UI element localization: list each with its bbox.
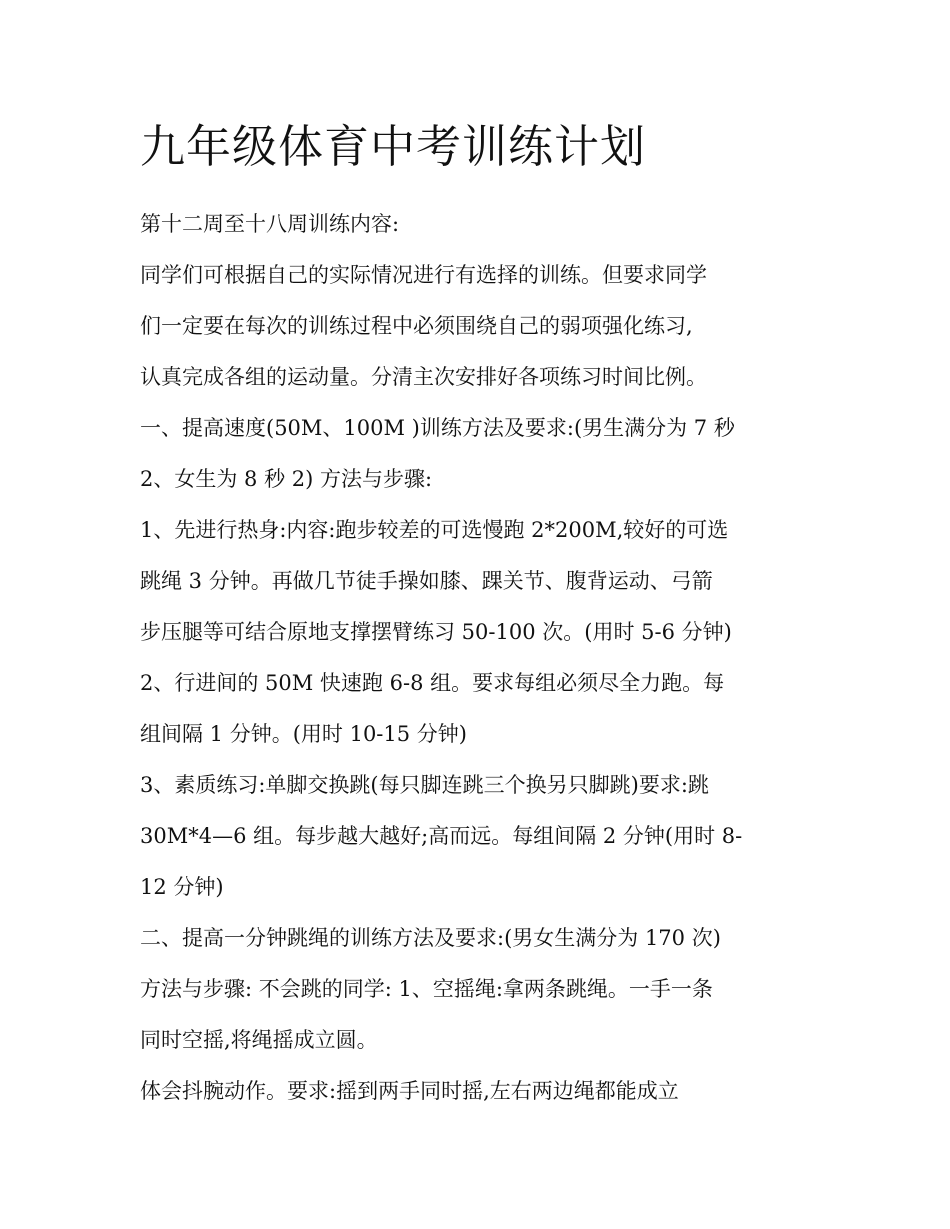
text-line: 组间隔 1 分钟。(用时 10-15 分钟) <box>140 722 467 746</box>
document-title: 九年级体育中考训练计划 <box>140 120 647 173</box>
text-line: 同学们可根据自己的实际情况进行有选择的训练。但要求同学 <box>140 263 707 287</box>
text-line: 2、行进间的 50M 快速跑 6-8 组。要求每组必须尽全力跑。每 <box>140 671 725 695</box>
text-line: 二、提高一分钟跳绳的训练方法及要求:(男女生满分为 170 次) <box>140 926 721 950</box>
text-line: 2、女生为 8 秒 2) 方法与步骤: <box>140 467 433 491</box>
text-line: 体会抖腕动作。要求:摇到两手同时摇,左右两边绳都能成立 <box>140 1079 679 1103</box>
text-line: 认真完成各组的运动量。分清主次安排好各项练习时间比例。 <box>140 365 707 389</box>
text-line: 3、素质练习:单脚交换跳(每只脚连跳三个换另只脚跳)要求:跳 <box>140 773 709 797</box>
text-line: 方法与步骤: 不会跳的同学: 1、空摇绳:拿两条跳绳。一手一条 <box>140 977 713 1001</box>
text-line: 同时空摇,将绳摇成立圆。 <box>140 1028 378 1052</box>
text-line: 步压腿等可结合原地支撑摆臂练习 50-100 次。(用时 5-6 分钟) <box>140 620 732 644</box>
text-line: 1、先进行热身:内容:跑步较差的可选慢跑 2*200M,较好的可选 <box>140 518 729 542</box>
text-line: 一、提高速度(50M、100M )训练方法及要求:(男生满分为 7 秒 <box>140 416 735 440</box>
text-line: 30M*4—6 组。每步越大越好;高而远。每组间隔 2 分钟(用时 8- <box>140 824 743 848</box>
text-line: 第十二周至十八周训练内容: <box>140 212 400 236</box>
text-line: 们一定要在每次的训练过程中必须围绕自己的弱项强化练习, <box>140 314 693 338</box>
document-body <box>140 199 820 1117</box>
text-line: 12 分钟) <box>140 875 224 899</box>
text-line: 跳绳 3 分钟。再做几节徒手操如膝、踝关节、腹背运动、弓箭 <box>140 569 713 593</box>
